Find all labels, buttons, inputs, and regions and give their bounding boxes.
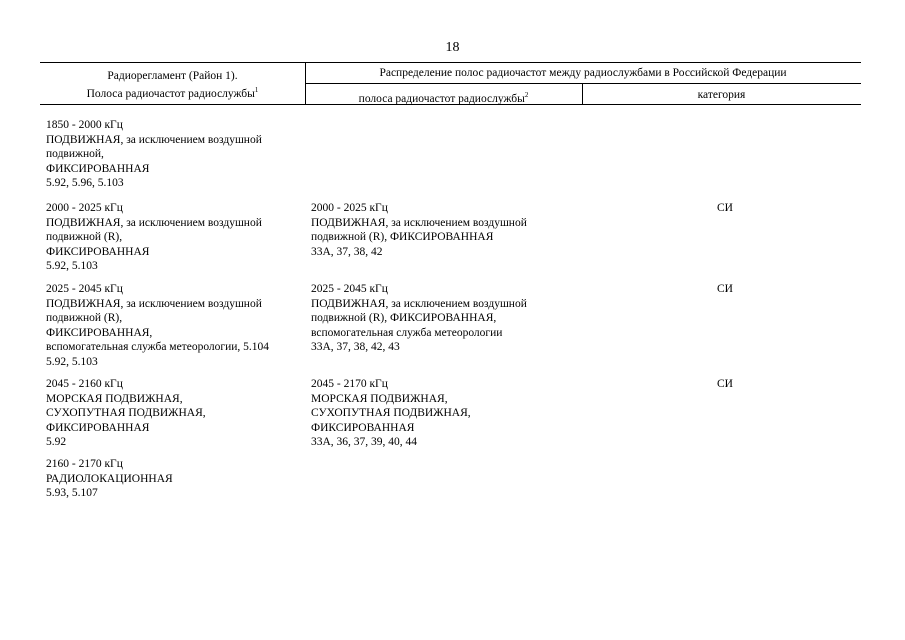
row-4-category: СИ bbox=[717, 378, 733, 390]
table-top-rule bbox=[40, 62, 861, 63]
row-2-left bbox=[46, 201, 262, 274]
row-2-mid-line: 33А, 37, 38, 42 bbox=[311, 245, 383, 258]
row-3-left bbox=[46, 282, 269, 370]
row-2-mid-line: подвижной (R), ФИКСИРОВАННАЯ bbox=[311, 231, 494, 244]
row-5-left-line: РАДИОЛОКАЦИОННАЯ bbox=[46, 472, 173, 485]
row-2-left-line: 2000 - 2025 кГц bbox=[46, 202, 123, 214]
row-4-left-line: МОРСКАЯ ПОДВИЖНАЯ, bbox=[46, 392, 183, 405]
row-3-mid-line: вспомогательная служба метеорологии bbox=[311, 326, 503, 339]
row-4-left-line: ФИКСИРОВАННАЯ bbox=[46, 421, 150, 434]
row-3-mid bbox=[311, 282, 527, 355]
row-2-mid-line: 2000 - 2025 кГц bbox=[311, 202, 388, 214]
row-2-left-line: подвижной (R), bbox=[46, 231, 123, 244]
row-1-left-line: 5.92, 5.96, 5.103 bbox=[46, 177, 124, 190]
row-2-left-line: ПОДВИЖНАЯ, за исключением воздушной bbox=[46, 216, 262, 229]
row-2-mid-line: ПОДВИЖНАЯ, за исключением воздушной bbox=[311, 216, 527, 229]
row-3-left-line: ФИКСИРОВАННАЯ, bbox=[46, 326, 153, 339]
row-2-left-line: 5.92, 5.103 bbox=[46, 260, 98, 273]
row-4-mid bbox=[311, 377, 471, 450]
row-2-mid bbox=[311, 201, 527, 259]
row-4-mid-line: ФИКСИРОВАННАЯ bbox=[311, 421, 415, 434]
header-left bbox=[40, 69, 305, 101]
row-1-left-line: 1850 - 2000 кГц bbox=[46, 119, 123, 131]
row-1-left bbox=[46, 118, 262, 191]
row-4-left bbox=[46, 377, 206, 450]
header-right-title: Распределение полос радиочастот между радиослужбами в Российской Федерации bbox=[379, 67, 787, 79]
row-3-mid-line: 2025 - 2045 кГц bbox=[311, 283, 388, 295]
row-3-left-line: подвижной (R), bbox=[46, 312, 123, 325]
row-4-mid-line: СУХОПУТНАЯ ПОДВИЖНАЯ, bbox=[311, 407, 471, 420]
row-4-mid-line: 2045 - 2170 кГц bbox=[311, 378, 388, 390]
header-mid-rule bbox=[305, 83, 861, 84]
header-left-line1: Радиорегламент (Район 1). bbox=[107, 70, 238, 82]
row-4-left-line: 5.92 bbox=[46, 436, 67, 449]
row-3-left-line: 5.92, 5.103 bbox=[46, 355, 98, 368]
row-2-left-line: ФИКСИРОВАННАЯ bbox=[46, 245, 150, 258]
row-3-mid-line: 33А, 37, 38, 42, 43 bbox=[311, 341, 400, 354]
header-left-line2: Полоса радиочастот радиослужбы$^1$ bbox=[86, 86, 259, 100]
row-4-mid-line: 33А, 36, 37, 39, 40, 44 bbox=[311, 436, 418, 449]
row-1-left-line: ФИКСИРОВАННАЯ bbox=[46, 162, 150, 175]
row-4-left-line: 2045 - 2160 кГц bbox=[46, 378, 123, 390]
row-2-category: СИ bbox=[717, 202, 733, 214]
row-1-left-line: подвижной, bbox=[46, 148, 104, 161]
row-3-mid-line: подвижной (R), ФИКСИРОВАННАЯ, bbox=[311, 312, 497, 325]
row-4-mid-line: МОРСКАЯ ПОДВИЖНАЯ, bbox=[311, 392, 448, 405]
row-1-left-line: ПОДВИЖНАЯ, за исключением воздушной bbox=[46, 133, 262, 146]
header-col-band: полоса радиочастот радиослужбы$^2$ bbox=[358, 91, 529, 105]
header-col-category: категория bbox=[697, 89, 746, 101]
row-3-left-line: вспомогательная служба метеорологии, 5.104 bbox=[46, 341, 270, 354]
row-3-category: СИ bbox=[717, 283, 733, 295]
row-3-mid-line: ПОДВИЖНАЯ, за исключением воздушной bbox=[311, 297, 527, 310]
row-5-left-line: 5.93, 5.107 bbox=[46, 487, 98, 500]
row-3-left-line: ПОДВИЖНАЯ, за исключением воздушной bbox=[46, 297, 262, 310]
row-5-left-line: 2160 - 2170 кГц bbox=[46, 458, 123, 470]
row-4-left-line: СУХОПУТНАЯ ПОДВИЖНАЯ, bbox=[46, 407, 206, 420]
row-3-left-line: 2025 - 2045 кГц bbox=[46, 283, 123, 295]
row-5-left bbox=[46, 457, 173, 501]
page-number: 18 bbox=[445, 40, 460, 55]
